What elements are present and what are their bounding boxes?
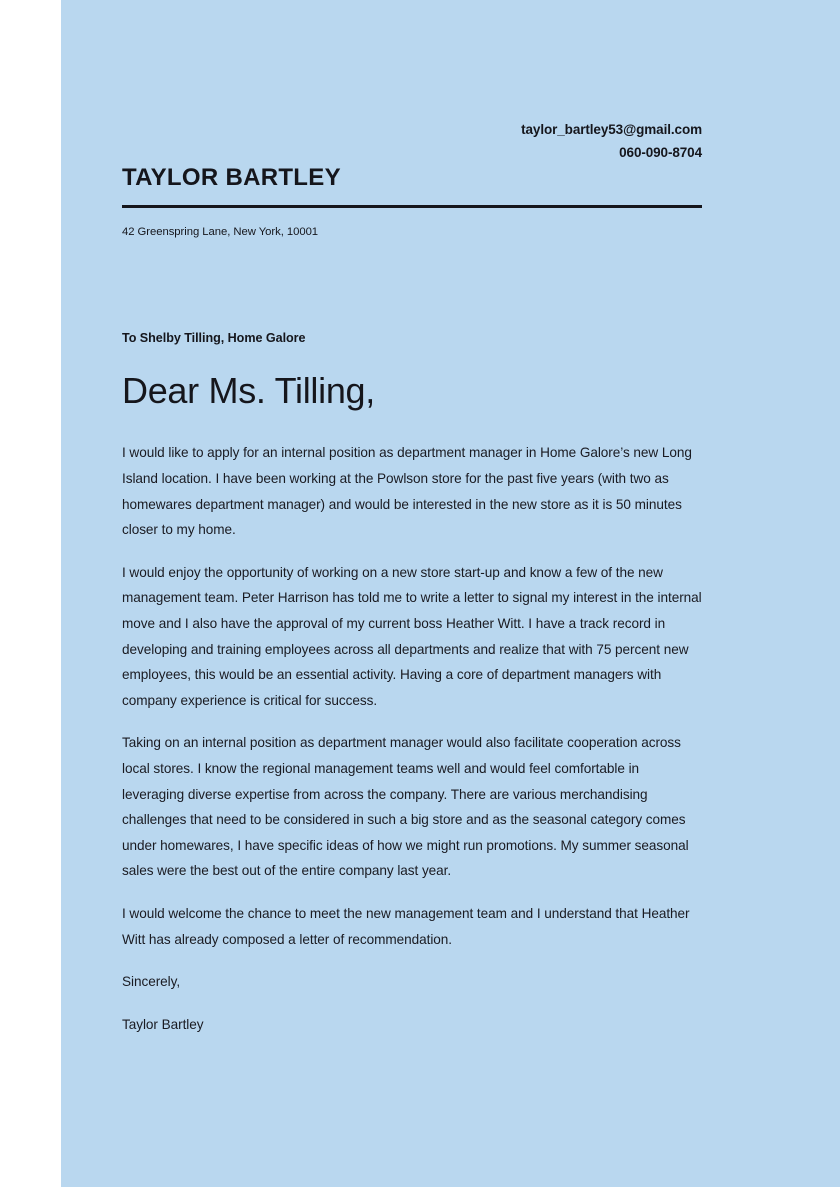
salutation-heading: Dear Ms. Tilling, — [122, 369, 375, 411]
body-paragraph: I would like to apply for an internal position as department manager in Home Galore’s new Long Island location. I have been working at the Powlson store for the past five years (with two as homewares department manager) and would be interested in the new store as it is 50 minutes closer to my home. — [122, 445, 692, 538]
phone-text: 060-090-8704 — [619, 145, 702, 161]
letterhead — [122, 0, 702, 238]
name-row — [122, 165, 702, 191]
letter-body — [122, 440, 702, 1037]
header-divider — [122, 205, 702, 208]
body-paragraph: I would enjoy the opportunity of working on a new store start-up and know a few of the new management team. Peter Harrison has told me to write a letter to signal my interest in the internal move and I also have the approval of my current boss Heather Witt. I have a track record in developing and training employees across all departments and realize that with 75 percent new employees, this would be an essential activity. Having a core of department managers with company experience is critical for success. — [122, 564, 702, 708]
contact-details — [122, 118, 702, 164]
body-paragraph: I would welcome the chance to meet the new management team and I understand that Heather Witt has already composed a letter of recommendation. — [122, 905, 690, 947]
recipient-line: To Shelby Tilling, Home Galore — [122, 330, 306, 345]
email-text: taylor_bartley53@gmail.com — [521, 122, 702, 137]
closing-line: Sincerely, — [122, 974, 181, 990]
sender-address: 42 Greenspring Lane, New York, 10001 — [122, 225, 319, 238]
signature-line: Taylor Bartley — [122, 1016, 204, 1032]
sender-name: TAYLOR BARTLEY — [122, 164, 341, 192]
letter-content-column — [122, 0, 702, 1037]
body-paragraph: Taking on an internal position as department manager would also facilitate cooperation across local stores. I know the regional management teams well and would feel comfortable in leveraging diverse expertise from across the company. There are various merchandising challenges that need to be considered in such a big store and as the seasonal category comes under homewares, I have specific ideas of how we might run promotions. My summer seasonal sales were the best out of the entire company last year. — [122, 735, 689, 879]
